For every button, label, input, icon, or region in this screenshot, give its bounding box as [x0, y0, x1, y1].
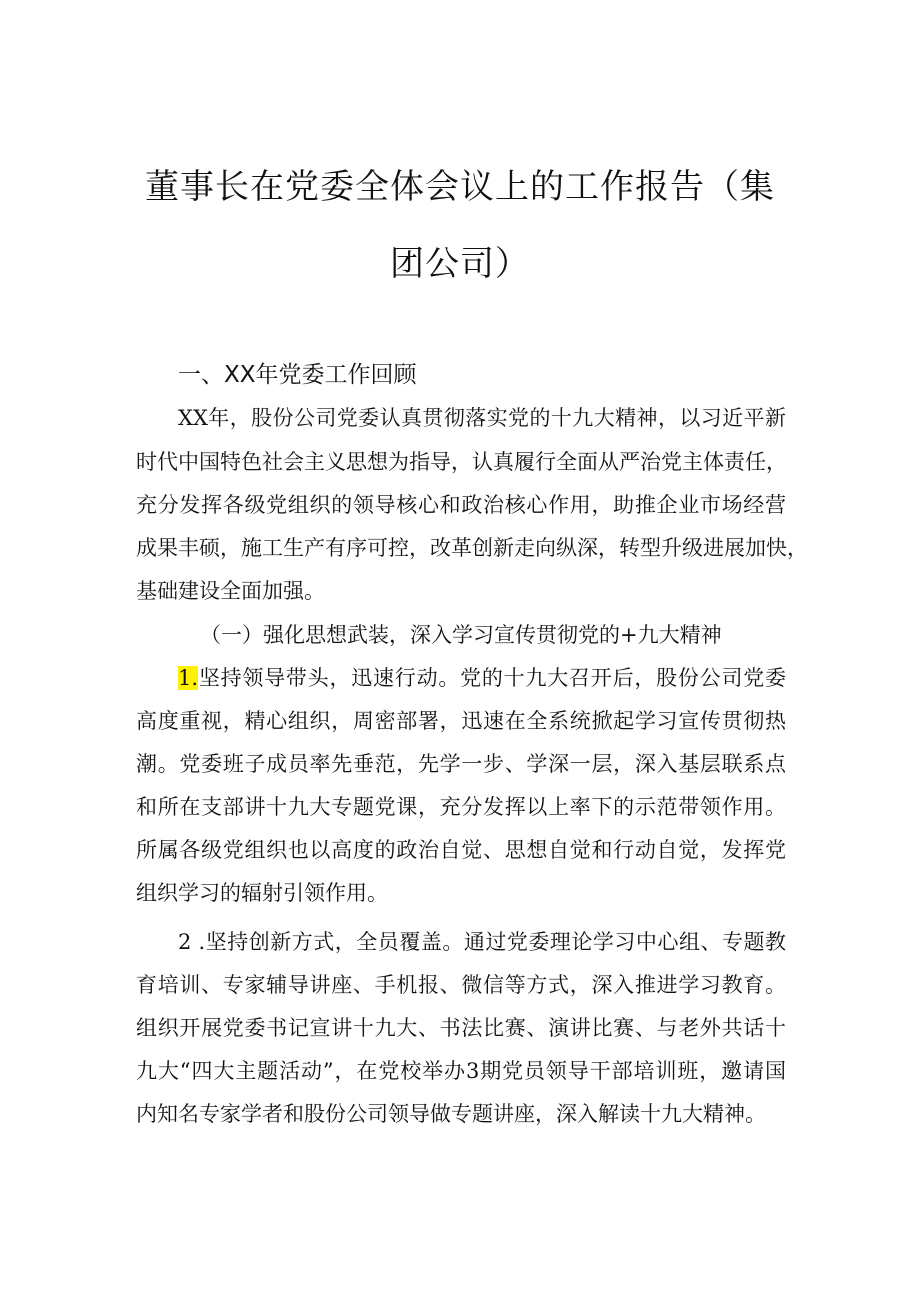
paragraph-line: 高度重视，精心组织，周密部署，迅速在全系统掀起学习宣传贯彻热 — [136, 709, 786, 733]
paragraph-line: 成果丰硕，施工生产有序可控，改革创新走向纵深，转型升级进展加快， — [136, 536, 808, 560]
paragraph-line: 组织学习的辐射引领作用。 — [136, 881, 388, 905]
paragraph-line: XX年，股份公司党委认真贯彻落实党的十九大精神，以习近平新 — [178, 406, 786, 430]
item-1-first-line — [178, 662, 786, 692]
subsection-heading: （一）强化思想武装，深入学习宣传贯彻党的+九大精神 — [200, 623, 722, 647]
paragraph-line: 育培训、专家辅导讲座、手机报、微信等方式，深入推进学习教育。 — [136, 973, 786, 997]
item-1-number: 1. — [178, 666, 199, 690]
paragraph-line: 潮。党委班子成员率先垂范，先学一步、学深一层，深入基层联系点 — [136, 752, 786, 776]
paragraph-line: 九大“四大主题活动”，在党校举办3期党员领导干部培训班，邀请国 — [136, 1059, 786, 1083]
paragraph-line: 基础建设全面加强。 — [136, 579, 325, 603]
document-title-line-2: 团公司） — [390, 244, 530, 284]
section-heading: 一、XX年党委工作回顾 — [178, 362, 417, 388]
paragraph-line: 组织开展党委书记宣讲十九大、书法比赛、演讲比赛、与老外共话十 — [136, 1016, 786, 1040]
paragraph-line: 时代中国特色社会主义思想为指导，认真履行全面从严治党主体责任， — [136, 450, 787, 474]
paragraph-line: 2 .坚持创新方式，全员覆盖。通过党委理论学习中心组、专题教 — [178, 930, 786, 954]
paragraph-line: 所属各级党组织也以高度的政治自觉、思想自觉和行动自觉，发挥党 — [136, 838, 786, 862]
paragraph-line: 充分发挥各级党组织的领导核心和政治核心作用，助推企业市场经营 — [136, 493, 786, 517]
item-1-text: 坚持领导带头，迅速行动。党的十九大召开后，股份公司党委 — [198, 666, 786, 690]
paragraph-line: 和所在支部讲十九大专题党课，充分发挥以上率下的示范带领作用。 — [136, 795, 786, 819]
paragraph-line: 内知名专家学者和股份公司领导做专题讲座，深入解读十九大精神。 — [136, 1102, 766, 1126]
document-title-line-1: 董事长在党委全体会议上的工作报告（集 — [145, 167, 775, 207]
